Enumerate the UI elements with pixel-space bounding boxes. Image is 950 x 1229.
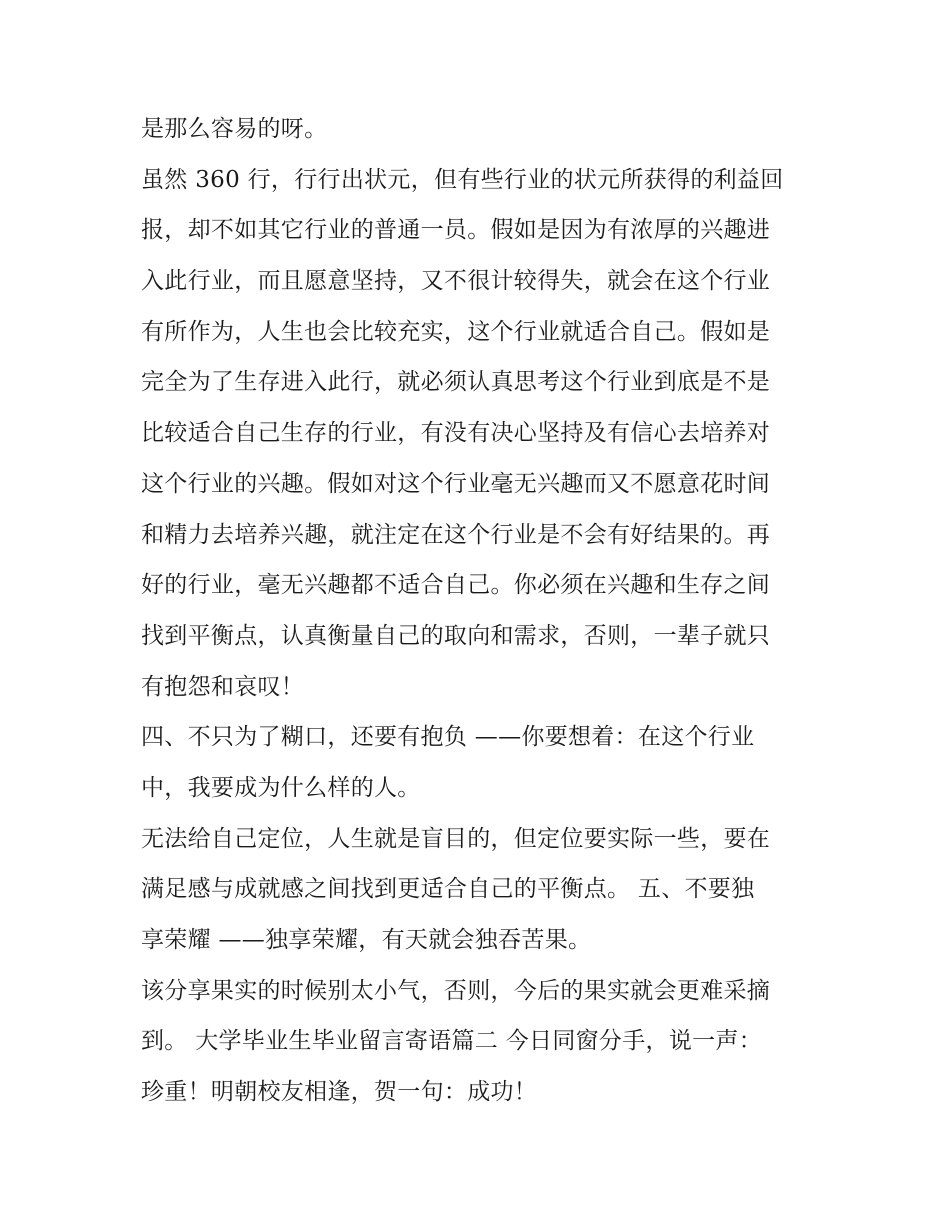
text-line: 找到平衡点，认真衡量自己的取向和需求，否则，一辈子就只 — [141, 622, 771, 649]
text-line: 比较适合自己生存的行业，有没有决心坚持及有信心去培养对 — [141, 420, 771, 447]
text-line: 无法给自己定位，人生就是盲目的，但定位要实际一些，要在 — [141, 825, 771, 852]
text-line: 报，却不如其它行业的普通一员。假如是因为有浓厚的兴趣进 — [141, 217, 771, 244]
text-line: 虽然 360 行，行行出状元，但有些行业的状元所获得的利益回 — [141, 166, 784, 193]
text-line: 是那么容易的呀。 — [141, 116, 328, 142]
text-line: 和精力去培养兴趣，就注定在这个行业是不会有好结果的。再 — [141, 521, 771, 548]
document-body — [141, 104, 813, 1118]
text-line: 享荣耀 ——独享荣耀，有天就会独吞苦果。 — [141, 927, 592, 953]
text-line: 完全为了生存进入此行，就必须认真思考这个行业到底是不是 — [141, 369, 771, 396]
section-heading-line: 四、不只为了糊口，还要有抱负 ——你要想着：在这个行业 — [141, 724, 755, 751]
text-line: 有所作为，人生也会比较充实，这个行业就适合自己。假如是 — [141, 318, 771, 345]
text-line: 这个行业的兴趣。假如对这个行业毫无兴趣而又不愿意花时间 — [141, 470, 771, 497]
text-line: 入此行业，而且愿意坚持，又不很计较得失，就会在这个行业 — [141, 268, 771, 295]
text-line: 好的行业，毫无兴趣都不适合自己。你必须在兴趣和生存之间 — [141, 572, 771, 599]
text-line: 满足感与成就感之间找到更适合自己的平衡点。 五、不要独 — [141, 876, 755, 903]
text-line: 中，我要成为什么样的人。 — [141, 774, 421, 801]
text-line: 到。 大学毕业生毕业留言寄语篇二 今日同窗分手，说一声： — [141, 1028, 763, 1055]
text-line: 珍重！明朝校友相逢，贺一句：成功！ — [141, 1079, 538, 1106]
text-line: 有抱怨和哀叹！ — [141, 673, 305, 700]
text-line: 该分享果实的时候别太小气，否则，今后的果实就会更难采摘 — [141, 977, 771, 1004]
